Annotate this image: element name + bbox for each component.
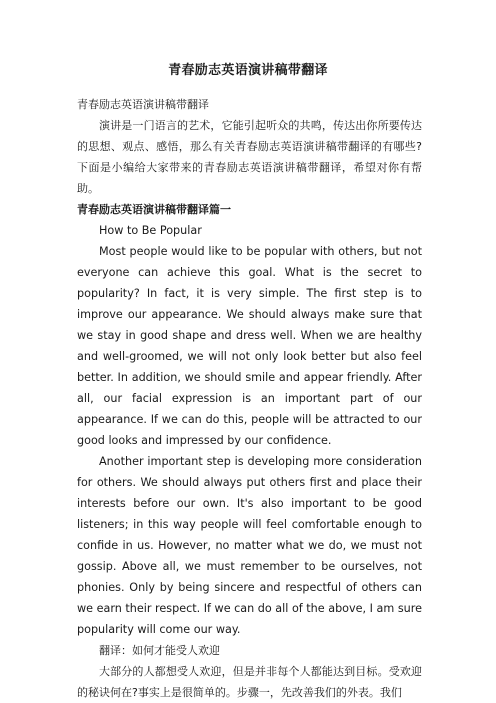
subtitle: 青春励志英语演讲稿带翻译 bbox=[77, 98, 209, 111]
document-body bbox=[77, 94, 422, 703]
translation-title: 翻译：如何才能受人欢迎 bbox=[99, 644, 220, 657]
translation-paragraph-1: 大部分的人都想受人欢迎，但是并非每个人都能达到目标。受欢迎的秘诀何在?事实上是很简单的。步骤一，先改善我们的外表。我们 bbox=[77, 665, 422, 699]
intro-paragraph: 演讲是一门语言的艺术，它能引起听众的共鸣，传达出你所要传达的思想、观点、感悟，那么有关青春励志英语演讲稿带翻译的有哪些?下面是小编给大家带来的青春励志英语演讲稿带翻译，希望对你有帮助。 bbox=[77, 119, 422, 195]
speech-title: How to Be Popular bbox=[99, 224, 202, 237]
document-title: 青春励志英语演讲稿带翻译 bbox=[168, 63, 328, 78]
speech-paragraph-1: Most people would like to be popular with others, but not everyone can achieve this goal. What is the secret to popularity? In fact, it is very simple. The first step is to improve our appearance. We should always make sure that we stay in good shape and dress well. When we are healthy and well-groomed, we will not only look better but also feel better. In addition, we should smile and appear friendly. After all, our facial expression is an important part of our appearance. If we can do this, people will be attracted to our good looks and impressed by our confidence. bbox=[77, 245, 422, 447]
speech-paragraph-2: Another important step is developing more consideration for others. We should always put others first and place their interests before our own. It's also important to be good listeners; in this way people will feel comfortable enough to confide in us. However, no matter what we do, we must not gossip. Above all, we must remember to be ourselves, not phonies. Only by being sincere and respectful of others can we earn their respect. If we can do all of the above, I am sure popularity will come our way. bbox=[77, 455, 422, 636]
section-heading: 青春励志英语演讲稿带翻译篇一 bbox=[77, 203, 231, 216]
